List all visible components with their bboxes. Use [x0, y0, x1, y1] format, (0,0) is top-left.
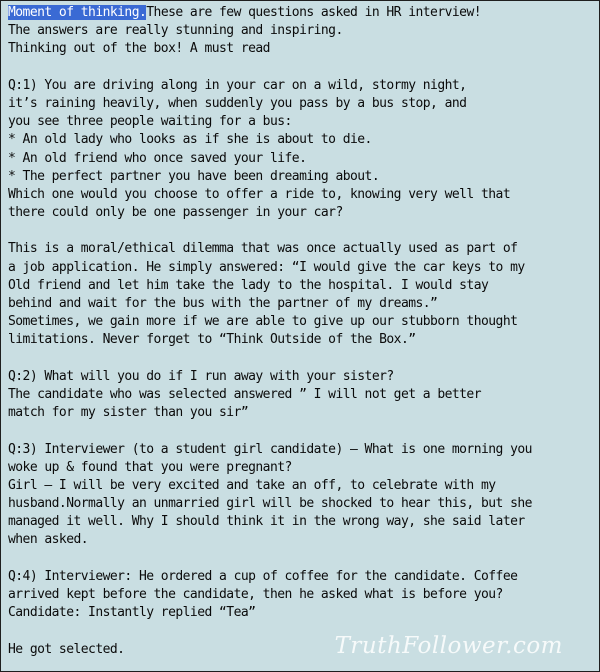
q1-answer-line: a job application. He simply answered: “I would give the car keys to my: [8, 259, 525, 275]
watermark-logo: TruthFollower.com: [334, 632, 563, 659]
q3-line: managed it well. Why I should think it in the wrong way, she said later: [8, 514, 525, 530]
q3-line: Q:3) Interviewer (to a student girl candidate) – What is one morning you: [8, 441, 532, 457]
paragraph-gap: [8, 59, 596, 77]
q1-line: it’s raining heavily, when suddenly you pass by a bus stop, and: [8, 95, 467, 111]
q1-answer-line: Old friend and let him take the lady to the hospital. I would stay: [8, 277, 489, 293]
q1-answer-line: behind and wait for the bus with the partner of my dreams.”: [8, 296, 438, 311]
paragraph-gap: [8, 350, 596, 368]
q3-line: woke up & found that you were pregnant?: [8, 459, 292, 475]
intro-line-1-rest: These are few questions asked in HR interview!: [146, 5, 481, 20]
q1-line: Which one would you choose to offer a ride to, knowing very well that: [8, 186, 511, 202]
selected-text[interactable]: Moment of thinking.: [8, 5, 147, 20]
q1-line: you see three people waiting for a bus:: [8, 114, 292, 130]
q1-answer-line: Sometimes, we gain more if we are able to give up our stubborn thought: [8, 314, 518, 330]
q2-line: The candidate who was selected answered ” I will not get a better: [8, 386, 481, 402]
intro-line-3: Thinking out of the box! A must read: [8, 41, 270, 57]
q3-line: husband.Normally an unmarried girl will be shocked to hear this, but she: [8, 496, 532, 512]
q1-line: * The perfect partner you have been dreaming about.: [8, 168, 380, 184]
q1-answer-line: limitations. Never forget to “Think Outside of the Box.”: [8, 332, 416, 348]
paragraph-gap: [8, 222, 596, 240]
closing-line: He got selected.: [8, 641, 125, 657]
q4-line: arrived kept before the candidate, then he asked what is before you?: [8, 587, 503, 602]
intro-line-1: [8, 4, 596, 22]
q1-line: Q:1) You are driving along in your car on a wild, stormy night,: [8, 77, 467, 93]
q3-line: Girl – I will be very excited and take an off, to celebrate with my: [8, 477, 496, 493]
q1-answer-line: This is a moral/ethical dilemma that was once actually used as part of: [8, 241, 518, 257]
q1-line: * An old friend who once saved your life.: [8, 150, 307, 166]
q3-line: when asked.: [8, 532, 89, 548]
q4-line: Q:4) Interviewer: He ordered a cup of coffee for the candidate. Coffee: [8, 568, 518, 584]
q2-line: Q:2) What will you do if I run away with your sister?: [8, 368, 394, 384]
q1-line: * An old lady who looks as if she is about to die.: [8, 132, 372, 148]
q2-line: match for my sister than you sir”: [8, 405, 249, 421]
document-text: [8, 4, 596, 659]
intro-line-2: The answers are really stunning and inspiring.: [8, 23, 343, 39]
q1-line: there could only be one passenger in your car?: [8, 205, 343, 221]
paragraph-gap: [8, 422, 596, 440]
q4-line: Candidate: Instantly replied “Tea”: [8, 605, 256, 621]
paragraph-gap: [8, 550, 596, 568]
